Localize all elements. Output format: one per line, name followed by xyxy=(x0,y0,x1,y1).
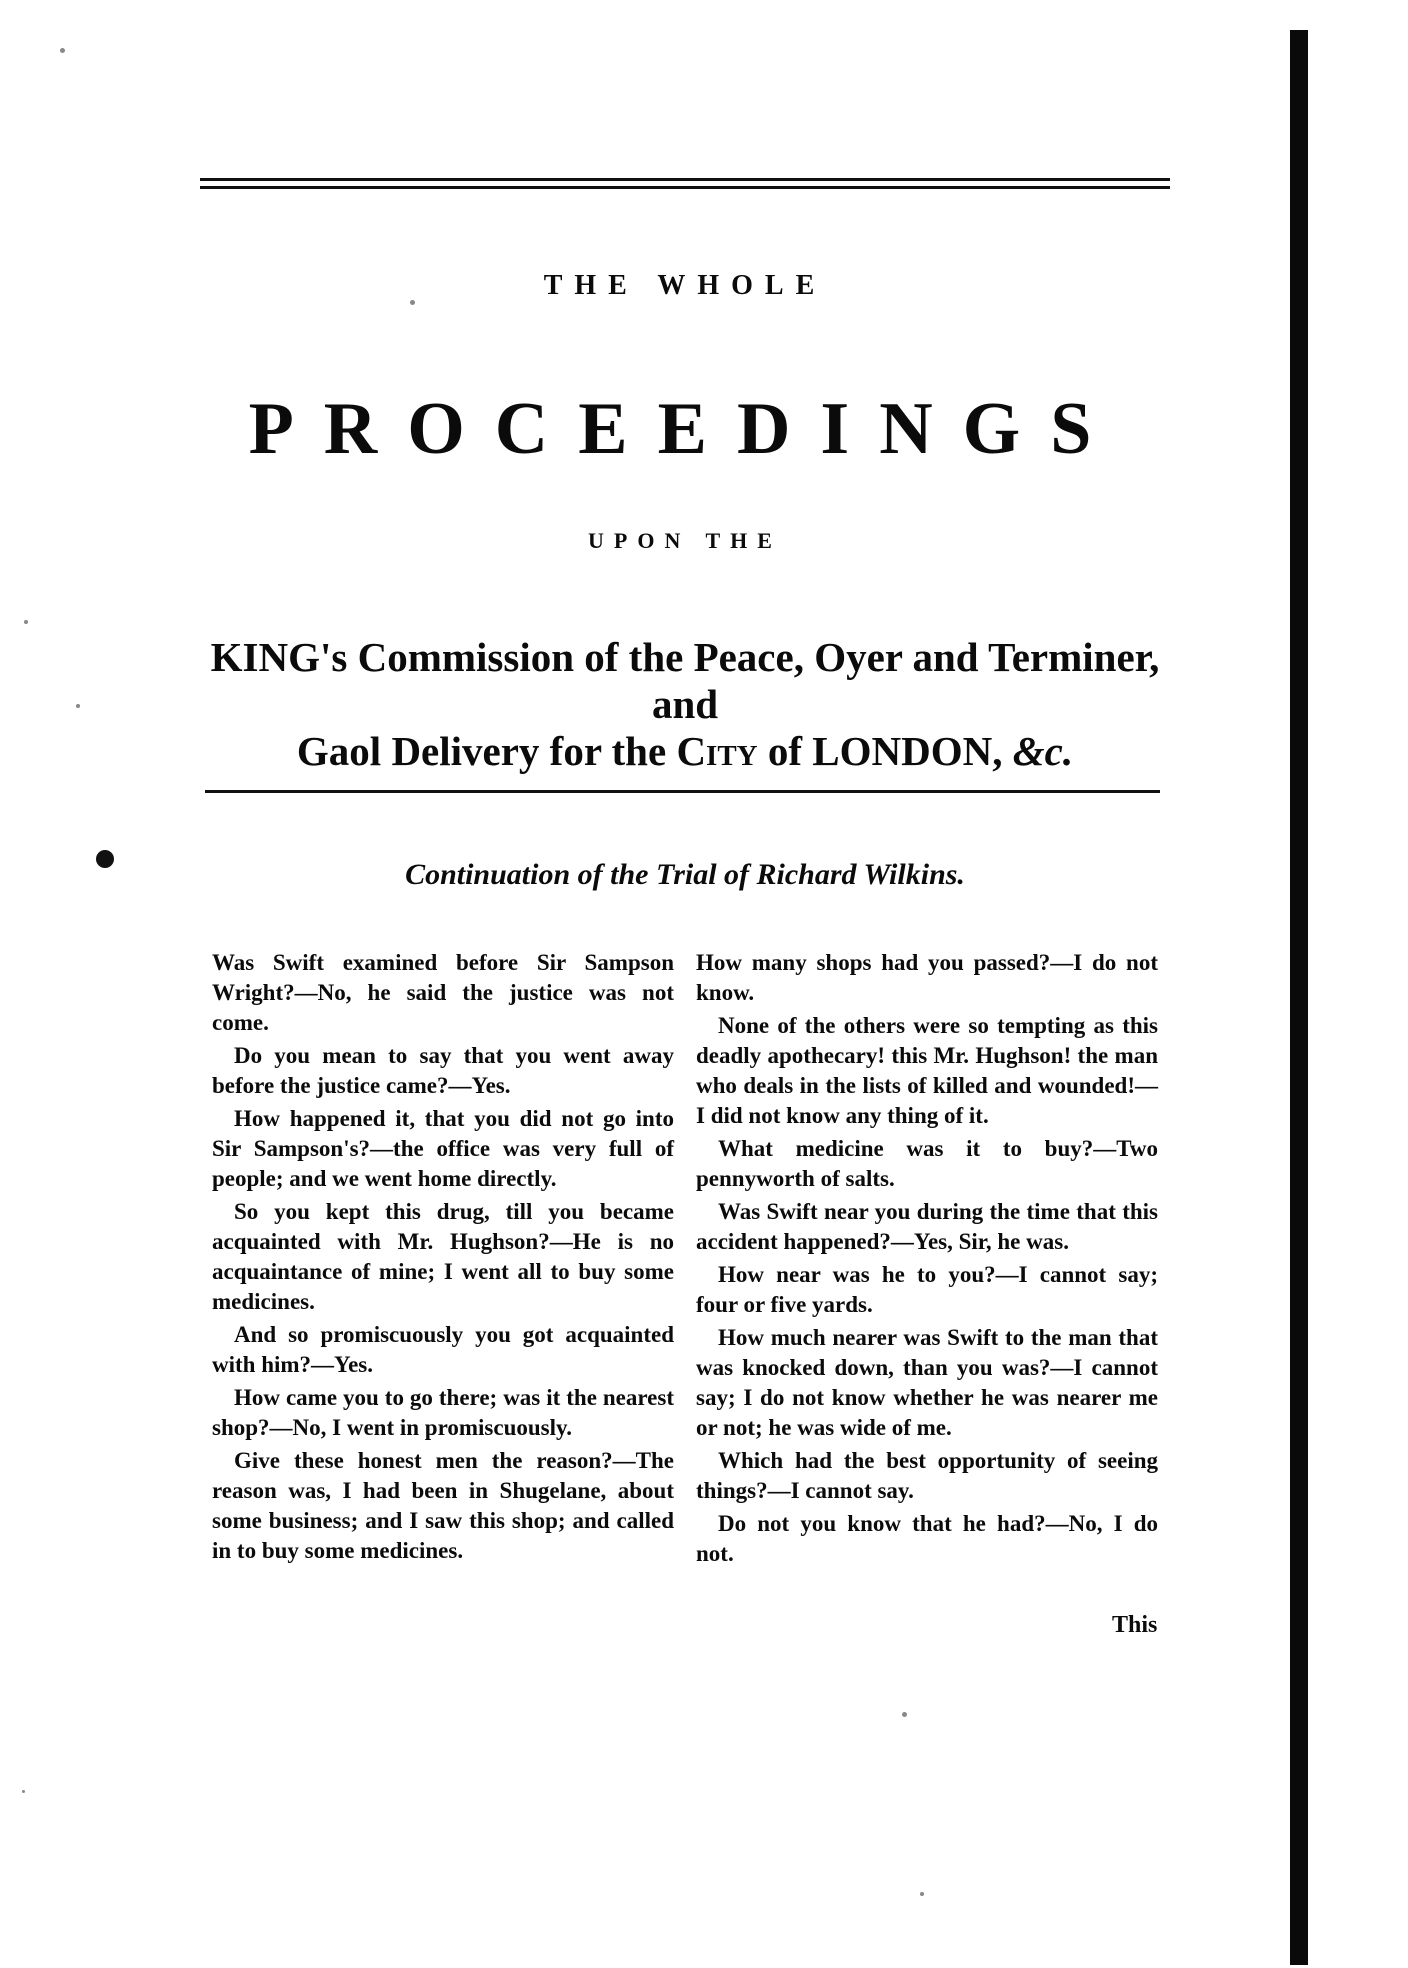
print-speck xyxy=(24,620,28,624)
paragraph: Which had the best opportunity of seeing things?—I cannot say. xyxy=(696,1448,1158,1503)
paragraph: How came you to go there; was it the nearest shop?—No, I went in promiscuously. xyxy=(212,1385,674,1440)
struck-rule xyxy=(200,186,1170,189)
commission-line-1: KING's Commission of the Peace, Oyer and Terminer, and xyxy=(210,634,1160,728)
title-upon: UPON THE xyxy=(588,528,782,553)
print-speck xyxy=(60,48,65,53)
paragraph: Was Swift examined before Sir Sampson Wright?—No, he said the justice was not come. xyxy=(212,950,674,1035)
struck-rule xyxy=(200,178,1170,181)
paragraph: Do not you know that he had?—No, I do not. xyxy=(696,1511,1158,1566)
right-column xyxy=(696,948,1158,1572)
paragraph: How near was he to you?—I cannot say; four or five yards. xyxy=(696,1262,1158,1317)
print-speck xyxy=(920,1892,924,1896)
commission-line-2 xyxy=(190,728,1180,775)
catchword: This xyxy=(1112,1612,1158,1638)
commission-heading xyxy=(190,634,1180,775)
ink-blot xyxy=(96,850,114,868)
paragraph: So you kept this drug, till you became acquainted with Mr. Hughson?—He is no acquaintance of mine; I went all to buy some medicines. xyxy=(212,1199,674,1314)
print-speck xyxy=(410,300,415,305)
paragraph: How many shops had you passed?—I do not know. xyxy=(696,950,1158,1005)
section-rule xyxy=(205,790,1160,793)
paragraph: How happened it, that you did not go into Sir Sampson's?—the office was very full of people; and we went home directly. xyxy=(212,1106,674,1191)
commission-etc: &c. xyxy=(1012,728,1074,775)
commission-line-2-b: of LONDON, xyxy=(757,728,1013,775)
commission-city: City xyxy=(676,728,758,775)
margin-bar xyxy=(1290,30,1308,1965)
paragraph: What medicine was it to buy?—Two pennyworth of salts. xyxy=(696,1136,1158,1191)
title-kicker: THE WHOLE xyxy=(543,270,827,301)
paragraph: Do you mean to say that you went away before the justice came?—Yes. xyxy=(212,1043,674,1098)
paragraph: Was Swift near you during the time that this accident happened?—Yes, Sir, he was. xyxy=(696,1199,1158,1254)
print-speck xyxy=(76,704,80,708)
page-title: PROCEEDINGS xyxy=(248,388,1122,470)
left-column xyxy=(212,948,674,1569)
commission-line-2-a: Gaol Delivery for the xyxy=(296,728,677,775)
paragraph: And so promiscuously you got acquainted with him?—Yes. xyxy=(212,1322,674,1377)
paragraph: Give these honest men the reason?—The reason was, I had been in Shugelane, about some business; and I saw this shop; and called in to buy some medicines. xyxy=(212,1448,674,1563)
print-speck xyxy=(902,1712,907,1717)
section-subheading: Continuation of the Trial of Richard Wilkins. xyxy=(405,858,965,891)
paragraph: How much nearer was Swift to the man that was knocked down, than you was?—I cannot say; I do not know whether he was nearer me or not; he was wide of me. xyxy=(696,1325,1158,1440)
print-speck xyxy=(22,1790,25,1793)
paragraph: None of the others were so tempting as this deadly apothecary! this Mr. Hughson! the man who deals in the lists of killed and wounded!—I did not know any thing of it. xyxy=(696,1013,1158,1128)
struck-banner xyxy=(200,150,1170,220)
